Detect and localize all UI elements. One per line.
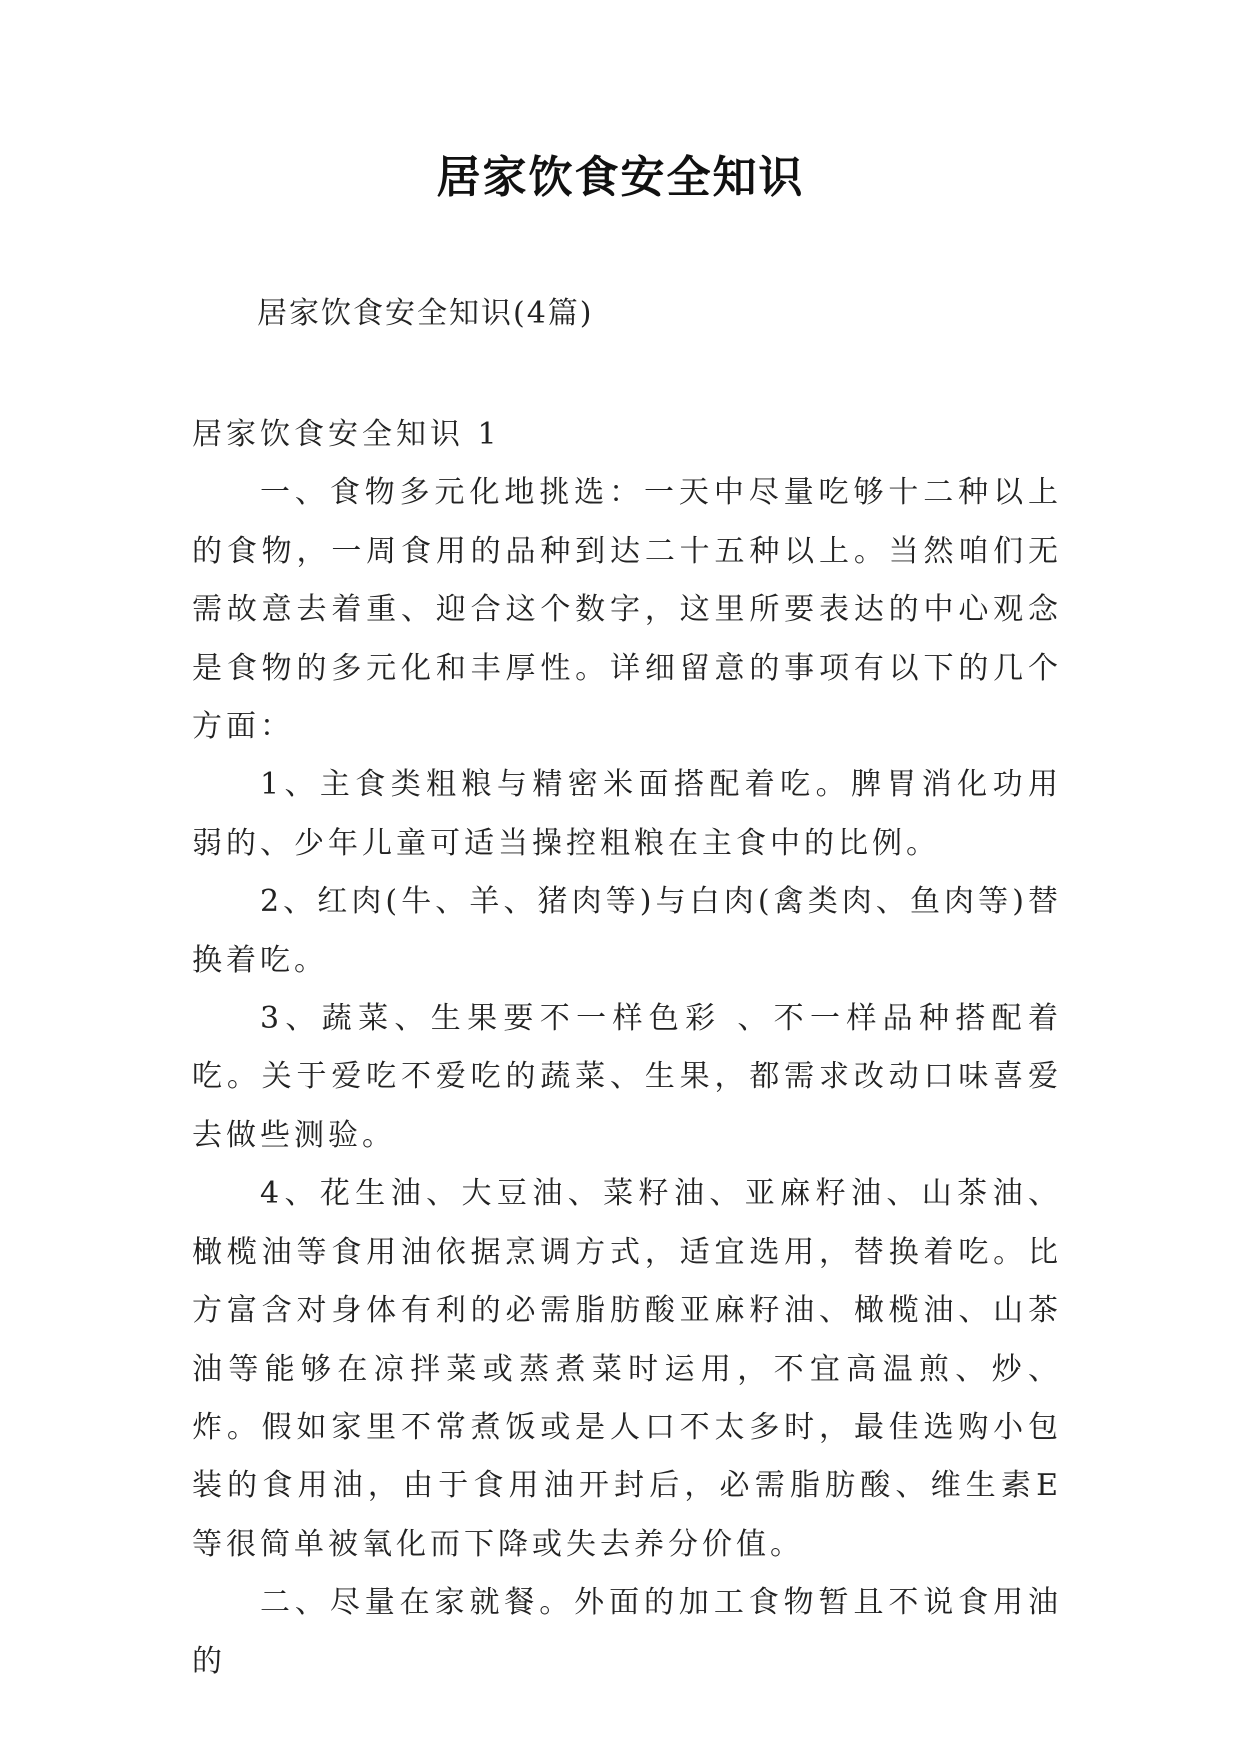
paragraph-vegetables-fruits: 3、蔬菜、生果要不一样色彩 、不一样品种搭配着吃。关于爱吃不爱吃的蔬菜、生果，都需求改动口味喜爱去做些测验。 bbox=[192, 1001, 1062, 1153]
paragraph-staple-grains: 1、主食类粗粮与精密米面搭配着吃。脾胃消化功用弱的、少年儿童可适当操控粗粮在主食中的比例。 bbox=[192, 767, 1062, 861]
document-subtitle: 居家饮食安全知识(4篇) bbox=[257, 296, 594, 331]
paragraph-eat-at-home: 二、尽量在家就餐。外面的加工食物暂且不说食用油的 bbox=[192, 1585, 1062, 1679]
document-title: 居家饮食安全知识 bbox=[436, 152, 805, 203]
paragraph-red-white-meat: 2、红肉(牛、羊、猪肉等)与白肉(禽类肉、鱼肉等)替换着吃。 bbox=[192, 884, 1062, 978]
paragraph-diversified-food: 一、食物多元化地挑选：一天中尽量吃够十二种以上的食物，一周食用的品种到达二十五种以上。当然咱们无需故意去着重、迎合这个数字，这里所要表达的中心观念是食物的多元化和丰厚性。详细留意的事项有以下的几个方面： bbox=[192, 475, 1062, 745]
section-heading: 居家饮食安全知识 1 bbox=[192, 417, 501, 452]
paragraph-cooking-oils: 4、花生油、大豆油、菜籽油、亚麻籽油、山茶油、橄榄油等食用油依据烹调方式，适宜选用，替换着吃。比方富含对身体有利的必需脂肪酸亚麻籽油、橄榄油、山茶油等能够在凉拌菜或蒸煮菜时运用，不宜高温煎、炒、炸。假如家里不常煮饭或是人口不太多时，最佳选购小包装的食用油，由于食用油开封后，必需脂肪酸、维生素E等很简单被氧化而下降或失去养分价值。 bbox=[192, 1176, 1062, 1562]
document-body bbox=[192, 406, 1062, 1691]
